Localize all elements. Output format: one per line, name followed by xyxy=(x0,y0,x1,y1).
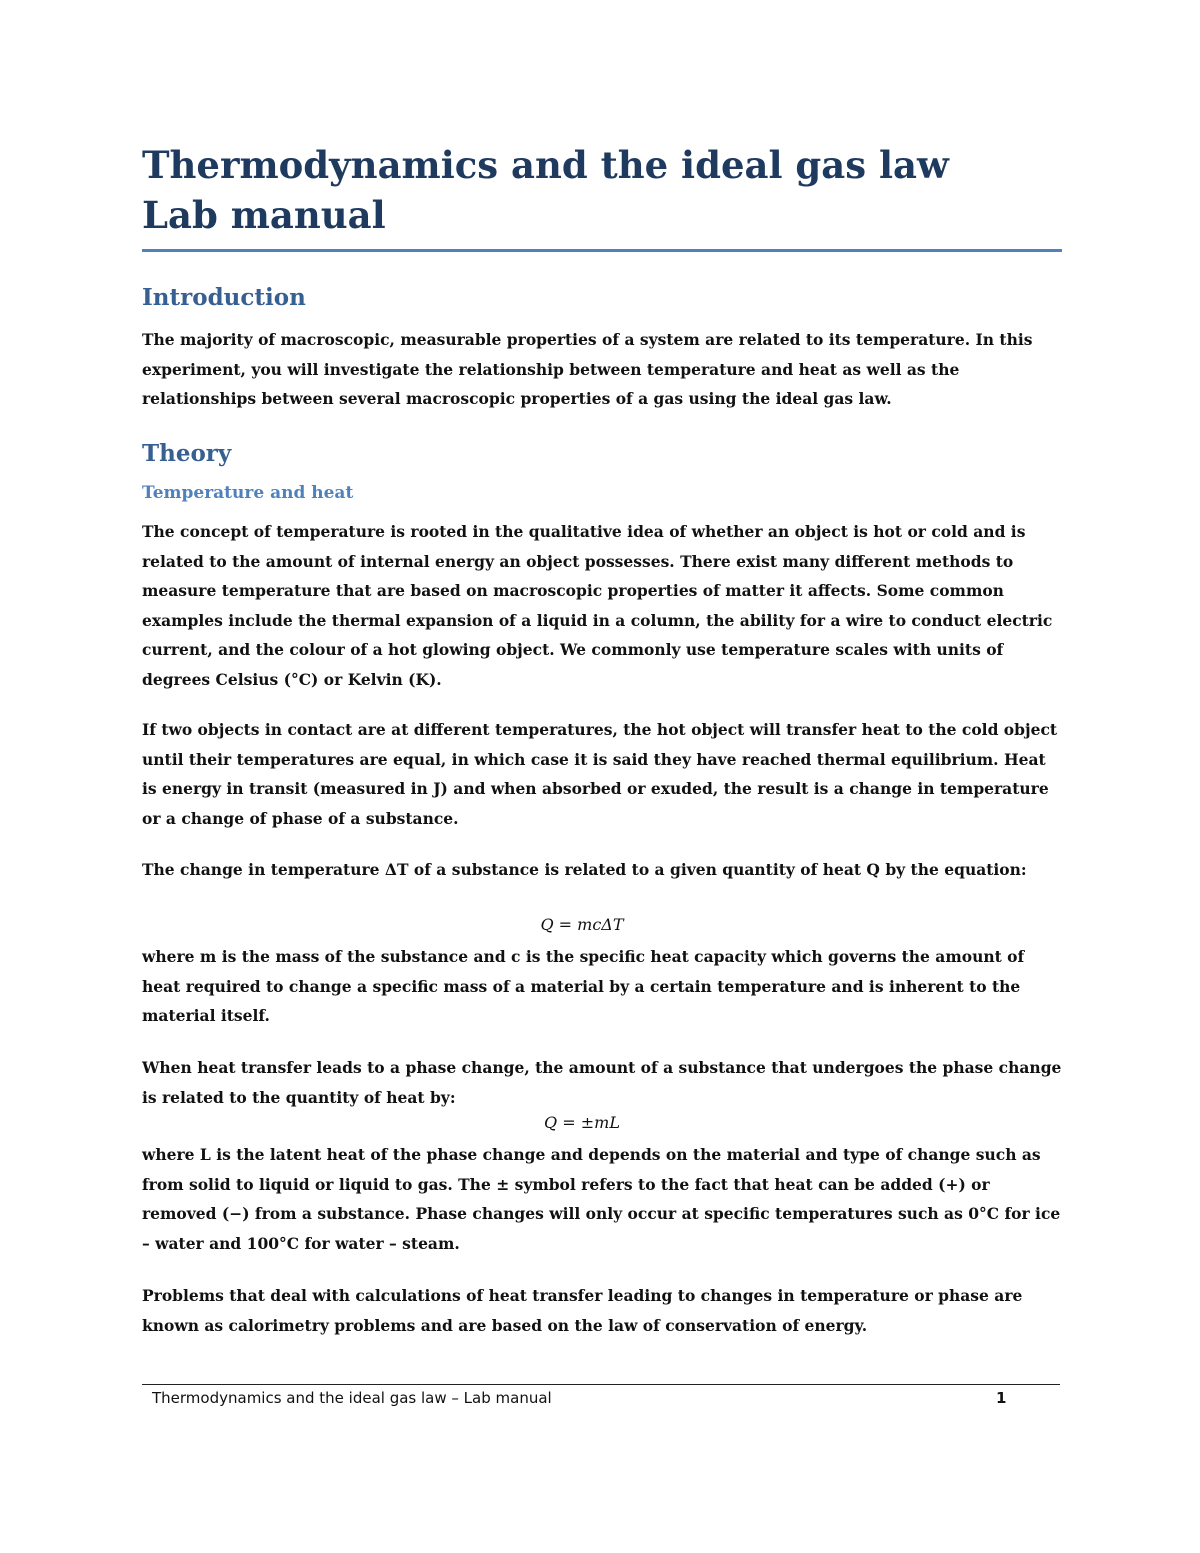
introduction-heading: Introduction xyxy=(142,284,306,311)
title-line-1: Thermodynamics and the ideal gas law xyxy=(142,143,949,187)
equation-heat-temperature: Q = mcΔT xyxy=(540,915,624,934)
temperature-heat-subheading: Temperature and heat xyxy=(142,483,354,503)
title-line-2: Lab manual xyxy=(142,193,386,237)
theory-paragraph-5: When heat transfer leads to a phase change, the amount of a substance that undergoes the phase change is related to the quantity of heat by: xyxy=(142,1058,1062,1107)
equation-latent-heat: Q = ±mL xyxy=(544,1113,620,1132)
introduction-paragraph: The majority of macroscopic, measurable properties of a system are related to its temperature. In this experiment, you will investigate the relationship between temperature and heat as well as the relationships between several macroscopic properties of a gas using the ideal gas law. xyxy=(142,330,1033,408)
page-number: 1 xyxy=(996,1389,1007,1407)
footer-title: Thermodynamics and the ideal gas law – Lab manual xyxy=(152,1389,552,1407)
theory-paragraph-3: The change in temperature ΔT of a substance is related to a given quantity of heat Q by the equation: xyxy=(142,860,1027,879)
theory-paragraph-6: where L is the latent heat of the phase change and depends on the material and type of change such as from solid to liquid or liquid to gas. The ± symbol refers to the fact that heat can be added (+) or removed (−) from a substance. Phase changes will only occur at specific temperatures such as 0°C for ice – water and 100°C for water – steam. xyxy=(142,1145,1061,1253)
theory-paragraph-2: If two objects in contact are at different temperatures, the hot object will transfer heat to the cold object until their temperatures are equal, in which case it is said they have reached thermal equilibrium. Heat is energy in transit (measured in J) and when absorbed or exuded, the result is a change in temperature or a change of phase of a substance. xyxy=(142,720,1058,828)
theory-paragraph-7: Problems that deal with calculations of heat transfer leading to changes in temperature or phase are known as calorimetry problems and are based on the law of conservation of energy. xyxy=(142,1286,1023,1335)
theory-paragraph-1: The concept of temperature is rooted in the qualitative idea of whether an object is hot or cold and is related to the amount of internal energy an object possesses. There exist many different methods to measure temperature that are based on macroscopic properties of matter it affects. Some common examples include the thermal expansion of a liquid in a column, the ability for a wire to conduct electric current, and the colour of a hot glowing object. We commonly use temperature scales with units of degrees Celsius (°C) or Kelvin (K). xyxy=(142,522,1053,689)
theory-heading: Theory xyxy=(142,440,232,467)
theory-paragraph-4: where m is the mass of the substance and c is the specific heat capacity which governs the amount of heat required to change a specific mass of a material by a certain temperature and is inherent to the material itself. xyxy=(142,947,1025,1025)
title-underline xyxy=(142,249,1062,252)
document-title xyxy=(142,140,1062,240)
footer-divider xyxy=(142,1384,1060,1385)
